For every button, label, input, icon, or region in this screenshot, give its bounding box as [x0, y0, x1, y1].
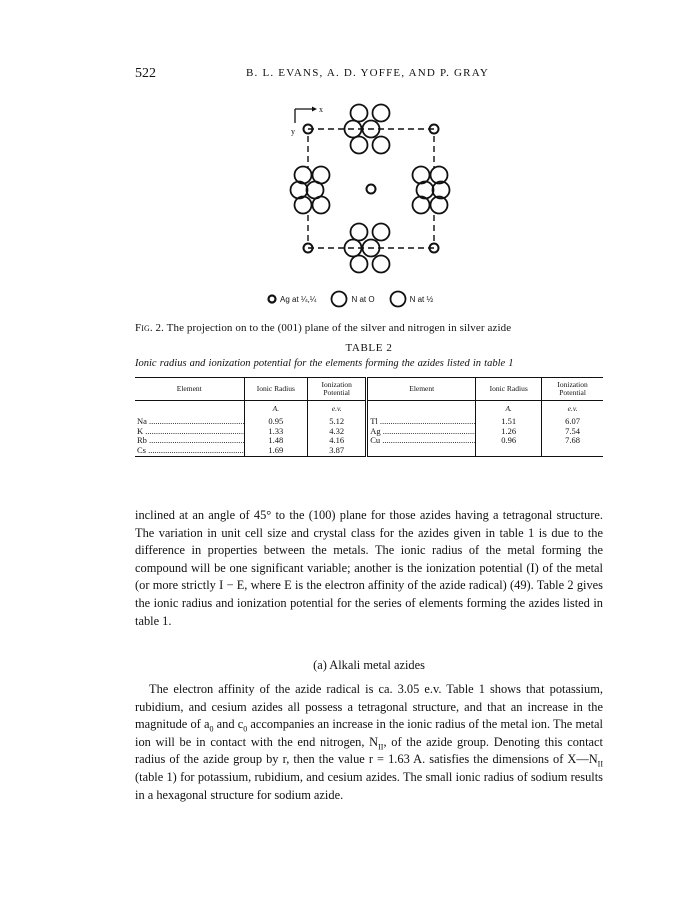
legend-item-ag	[267, 294, 316, 304]
value-cell: 7.68	[542, 436, 603, 446]
axis-lines	[295, 109, 312, 123]
unit-cell	[367, 401, 476, 418]
column-header: Element	[367, 378, 476, 401]
running-head: B. L. EVANS, A. D. YOFFE, AND P. GRAY	[246, 67, 489, 79]
value-cell: 5.12	[308, 417, 367, 427]
table-row	[135, 427, 603, 437]
units-row	[135, 401, 603, 418]
column-header: Ionization Potential	[542, 378, 603, 401]
column-header: Ionization Potential	[308, 378, 367, 401]
text-run: and c	[213, 717, 244, 732]
element-cell: Cu .....	[367, 436, 476, 446]
text-run: The electron affinity of the azide radical is ca. 3.05 e.v. Table 1 shows that potassium, rubidium, and cesium azides all possess a tetragonal structure, and that an increase in the magnitude of a	[135, 682, 603, 732]
text-run: , of the azide group. Denoting this contact radius of the azide group by r, then the value r = 1.63 A. satisfies the dimensions of X—N	[135, 734, 603, 767]
section-heading: (a) Alkali metal azides	[313, 658, 425, 672]
small-circle-icon	[267, 294, 277, 304]
x-axis-arrow	[312, 107, 317, 112]
caption-text: The projection on to the (001) plane of the silver and nitrogen in silver azide	[166, 322, 512, 334]
n-atom	[373, 137, 390, 154]
table-row	[135, 436, 603, 446]
column-header: Ionic Radius	[476, 378, 542, 401]
n-atom	[373, 224, 390, 241]
element-cell: Tl .....	[367, 417, 476, 427]
value-cell: 1.33	[244, 427, 308, 437]
legend-label: N at ½	[409, 294, 434, 304]
unit-cell	[135, 401, 244, 418]
table-row	[135, 446, 603, 457]
legend-label: N at O	[351, 294, 375, 304]
unit-cell: A.	[244, 401, 308, 418]
n-atom	[351, 224, 368, 241]
value-cell: 1.51	[476, 417, 542, 427]
y-axis-label: y	[291, 127, 295, 136]
n-atom	[351, 256, 368, 273]
large-circle-icon	[330, 290, 348, 308]
n-atom	[373, 105, 390, 122]
table-row	[135, 417, 603, 427]
value-cell: 1.69	[244, 446, 308, 457]
value-cell: 1.48	[244, 436, 308, 446]
n-atom	[373, 256, 390, 273]
table-subtitle: Ionic radius and ionization potential for the elements forming the azides listed in table 1	[135, 358, 514, 369]
body-paragraph	[135, 681, 603, 804]
table-title: TABLE 2	[345, 342, 393, 354]
legend-item-n-half	[389, 290, 434, 308]
element-cell: Na .....	[135, 417, 244, 427]
n-atom	[351, 105, 368, 122]
n-atom	[295, 197, 312, 214]
subscript: II	[597, 759, 603, 769]
text-run: (table 1) for potassium, rubidium, and cesium azides. The small ionic radius of sodium results in a hexagonal structure for sodium azide.	[135, 769, 603, 802]
subscript: 0	[243, 724, 248, 734]
empty-cell	[367, 446, 476, 457]
unit-cell: e.v.	[542, 401, 603, 418]
unit-cell: e.v.	[308, 401, 367, 418]
element-cell: K .....	[135, 427, 244, 437]
empty-cell	[476, 446, 542, 457]
n-atom	[313, 197, 330, 214]
figure-label: Fig. 2.	[135, 322, 165, 334]
page-header	[135, 66, 600, 86]
n-atom	[351, 137, 368, 154]
azide-projection-diagram	[270, 93, 470, 293]
column-header: Ionic Radius	[244, 378, 308, 401]
table-header-row	[135, 378, 603, 401]
value-cell: 1.26	[476, 427, 542, 437]
page-number: 522	[135, 66, 156, 81]
empty-cell	[542, 446, 603, 457]
value-cell: 0.96	[476, 436, 542, 446]
x-axis-label: x	[319, 105, 323, 114]
value-cell: 3.87	[308, 446, 367, 457]
value-cell: 7.54	[542, 427, 603, 437]
figure-legend	[267, 290, 433, 308]
ionic-data-table	[135, 377, 603, 457]
legend-label: Ag at ¼,¼	[280, 294, 317, 304]
value-cell: 6.07	[542, 417, 603, 427]
text-run: accompanies an increase in the ionic radius of the metal ion. The metal ion will be in contact with the end nitrogen, N	[135, 717, 603, 749]
element-cell: Cs .....	[135, 446, 244, 457]
body-paragraph: inclined at an angle of 45° to the (100) plane for those azides having a tetragonal structure. The variation in unit cell size and crystal class for the azides given in table 1 is due to the difference in properties between the metals. The ionic radius of the metal forming the compound will be one significant variable; another is the ionization potential (I) of the metal (or more strictly I − E, where E is the electron affinity of the azide radical) (49). Table 2 gives the ionic radius and ionization potential for the series of elements forming the azides listed in table 1.	[135, 508, 603, 628]
subscript: II	[378, 742, 384, 752]
crystal-structure-figure	[270, 93, 470, 293]
unit-cell: A.	[476, 401, 542, 418]
figure-caption	[135, 322, 603, 334]
unit-cell-edges	[308, 129, 434, 248]
value-cell: 4.32	[308, 427, 367, 437]
n-atom	[413, 197, 430, 214]
value-cell: 0.95	[244, 417, 308, 427]
legend-item-n-zero	[330, 290, 374, 308]
element-cell: Rb .....	[135, 436, 244, 446]
value-cell: 4.16	[308, 436, 367, 446]
element-cell: Ag .....	[367, 427, 476, 437]
column-header: Element	[135, 378, 244, 401]
ag-atom	[367, 185, 376, 194]
large-circle-icon	[389, 290, 407, 308]
subscript: 0	[209, 724, 214, 734]
